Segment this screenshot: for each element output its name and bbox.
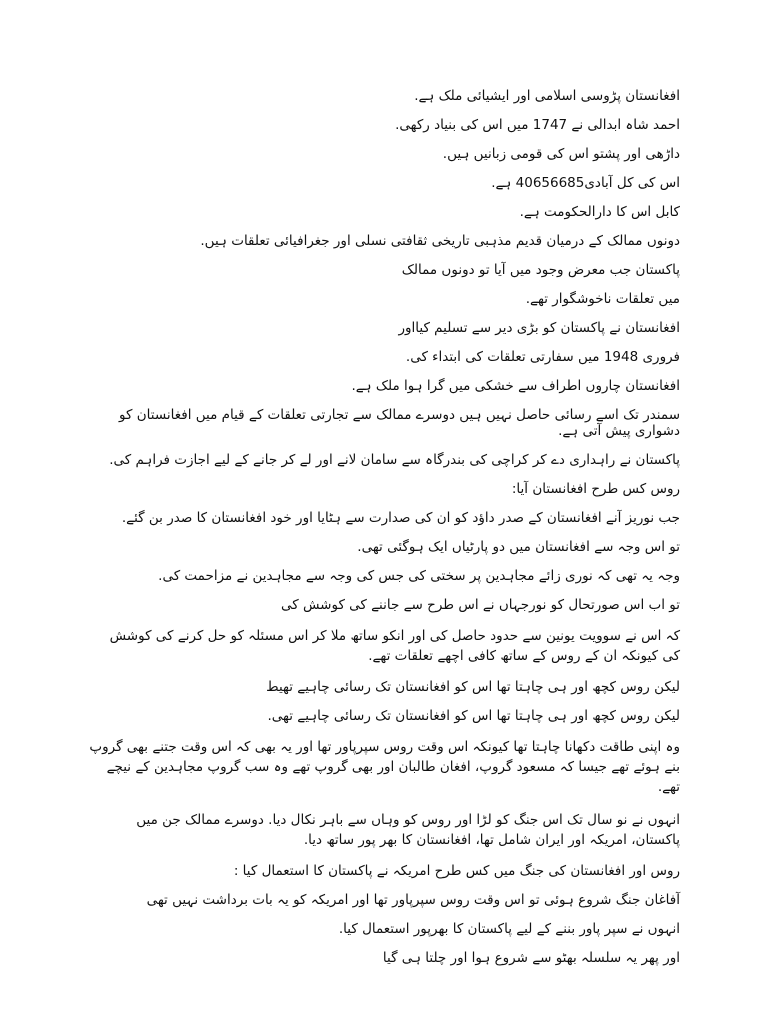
document-page (88, 88, 680, 979)
text-line: افغانستان پڑوسی اسلامی اور ایشیائی ملک ہے. (414, 88, 680, 104)
section-heading: روس اور افغانستان کی جنگ میں کس طرح امریکہ نے پاکستان کا استعمال کیا : (233, 863, 680, 879)
text-line: کہ اس نے سوویت یونین سے حدود حاصل کی اور انکو ساتھ ملا کر اس مسئلہ کو حل کرنے کی کوشش کی کیونکہ ان کے روس کے ساتھ کافی اچھے تعلقات تھے. (109, 628, 680, 664)
text-line: وہ اپنی طاقت دکھانا چاہتا تھا کیونکہ اس وقت روس سپرپاور تھا اور یہ بھی کہ اس وقت جتنے بھی گروپ بنے ہوئے تھے جیسا کہ مسعود گروپ، افغان طالبان اور بھی گروپ تھے وہ سب گروپ مجاہدین کے نیچے تھے. (89, 739, 680, 795)
text-line: پاکستان جب معرض وجود میں آیا تو دونوں ممالک (401, 262, 680, 278)
text-line: افغانستان نے پاکستان کو بڑی دیر سے تسلیم کیااور (398, 320, 680, 336)
text-line: میں تعلقات ناخوشگوار تھے. (525, 291, 680, 307)
text-line: تو اب اس صورتحال کو نورجہاں نے اس طرح سے جاننے کی کوشش کی (280, 597, 680, 613)
text-line: جب نوریز آنے افغانستان کے صدر داؤد کو ان کی صدارت سے ہٹایا اور خود افغانستان کا صدر بن گئے. (121, 510, 680, 526)
text-line: دونوں ممالک کے درمیان قدیم مذہبی تاریخی ثقافتی نسلی اور جغرافیائی تعلقات ہیں. (200, 233, 680, 249)
text-line: فروری 1948 میں سفارتی تعلقات کی ابتداء کی. (405, 349, 680, 365)
text-line: سمندر تک اسے رسائی حاصل نہیں ہیں دوسرے ممالک سے تجارتی تعلقات کے قیام میں افغانستان کو دشواری پیش آتی ہے. (119, 407, 680, 439)
text-line: لیکن روس کچھ اور ہی چاہتا تھا اس کو افغانستان تک رسائی چاہیے تھی. (267, 708, 680, 724)
section-heading: روس کس طرح افغانستان آیا: (511, 481, 680, 497)
text-line: انہوں نے نو سال تک اس جنگ کو لڑا اور روس کو وہاں سے باہر نکال دیا. دوسرے ممالک جن میں پاکستان، امریکہ اور ایران شامل تھا، افغانستان کا بھر پور ساتھ دیا. (136, 812, 680, 848)
text-line: انہوں نے سپر پاور بننے کے لیے پاکستان کا بھرپور استعمال کیا. (338, 921, 680, 937)
text-line: داڑھی اور پشتو اس کی قومی زبانیں ہیں. (442, 146, 680, 162)
text-line: آفاغان جنگ شروع ہوئی تو اس وقت روس سپرپاور تھا اور امریکہ کو یہ بات برداشت نہیں تھی (146, 892, 680, 908)
text-line: کابل اس کا دارالحکومت ہے. (519, 204, 680, 220)
text-line: لیکن روس کچھ اور ہی چاہتا تھا اس کو افغانستان تک رسائی چاہیے تھیط (266, 679, 680, 695)
text-line: تو اس وجہ سے افغانستان میں دو پارٹیاں ایک ہوگئی تھی. (357, 539, 680, 555)
text-line: احمد شاہ ابدالی نے 1747 میں اس کی بنیاد رکھی. (395, 117, 680, 133)
text-line: افغانستان چاروں اطراف سے خشکی میں گرا ہوا ملک ہے. (351, 378, 680, 394)
text-line: اس کی کل آبادی40656685 ہے. (491, 175, 680, 191)
text-line: اور پھر یہ سلسلہ بھٹو سے شروع ہوا اور چلتا ہی گیا (382, 950, 680, 966)
text-line: پاکستان نے راہداری دے کر کراچی کی بندرگاہ سے سامان لانے اور لے کر جانے کے لیے اجازت فراہم کی. (109, 452, 680, 468)
text-line: وجہ یہ تھی کہ نوری زائے مجاہدین پر سختی کی جس کی وجہ سے مجاہدین نے مزاحمت کی. (158, 568, 680, 584)
